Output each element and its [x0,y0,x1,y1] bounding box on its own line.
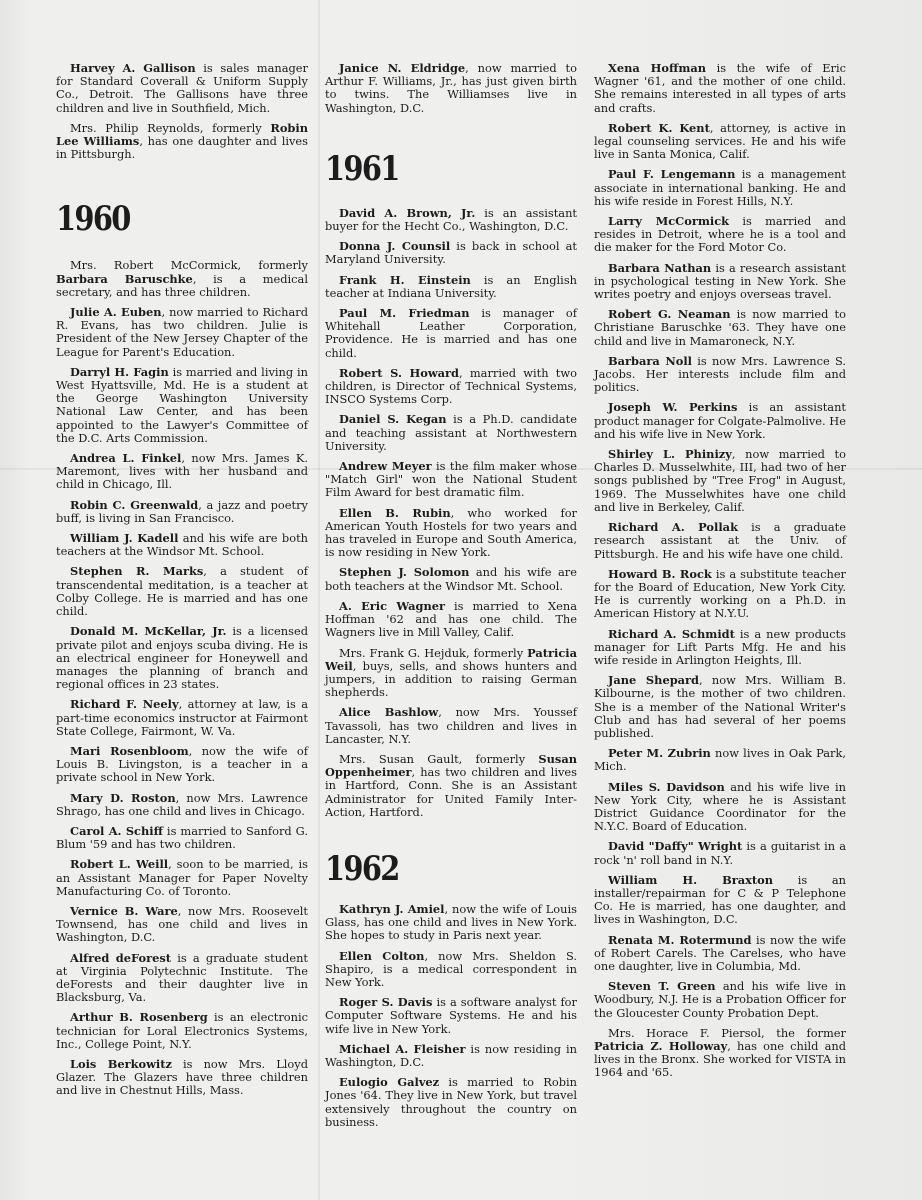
alumni-name: A. Eric Wagner [339,598,446,613]
entry-text: is the wife of Eric Wagner '61, and the mother of one child. She remains interested in all types of arts and crafts. [594,61,847,115]
entry-prefix: Mrs. Frank G. Hejduk, formerly [339,645,528,660]
alumni-entry [56,532,308,558]
alumni-entry [594,62,846,115]
entry-prefix: Mrs. Horace F. Piersol, the former [608,1025,846,1040]
alumni-entry [325,460,577,500]
entry-text: , married with two children, is Director of Technical Systems, INSCO Systems Corp. [325,365,577,407]
alumni-entry [594,401,846,441]
entry-text: is sales manager for Standard Coverall & Uniform Supply Co., Detroit. The Gallisons have three children and live in Southfield, Mich. [56,61,308,115]
alumni-entry [594,215,846,255]
alumni-name: Stephen J. Solomon [339,565,470,580]
alumni-name: Shirley L. Phinizy [608,447,732,462]
alumni-name: Peter M. Zubrin [608,746,711,761]
alumni-name: Donna J. Counsil [339,239,451,254]
alumni-name: Frank H. Einstein [339,272,471,287]
alumni-entry [594,840,846,866]
alumni-entry [325,706,577,746]
alumni-name: Jane Shepard [608,673,700,688]
alumni-entry [594,874,846,927]
entry-text: is the film maker whose "Match Girl" won the National Student Film Award for best dramatic film. [325,459,578,500]
entry-text: , attorney, is active in legal counseling services. He and his wife live in Santa Monica, Calif. [594,120,846,162]
entry-prefix: Mrs. Robert McCormick, formerly [70,258,308,273]
column-3 [594,62,846,1087]
alumni-entry [325,367,577,407]
alumni-entry [56,792,308,818]
alumni-name: Julie A. Euben [70,305,162,320]
alumni-entry [56,122,308,162]
alumni-name: Robert L. Weill [70,857,169,872]
alumni-entry [325,566,577,592]
alumni-name: Ellen Colton [339,948,425,963]
alumni-name: Joseph W. Perkins [608,400,738,415]
alumni-name: William H. Braxton [608,872,774,887]
entry-text: , attorney at law, is a part-time economics instructor at Fairmont State College, Fairmont, W. Va. [56,697,308,738]
entry-text: is an assistant buyer for the Hecht Co., Washington, D.C. [325,205,577,234]
alumni-entry [56,62,308,115]
column-2 [325,62,577,1136]
entry-text: is married and living in West Hyattsville, Md. He is a student at the George Washington University National Law Center, and has been appointed to the Lawyer's Committee of the D.C. Arts Commission. [56,364,308,445]
alumni-name: Donald M. McKellar, Jr. [70,624,227,639]
year-heading: 1961 [325,148,399,189]
alumni-name: Robert K. Kent [608,120,710,135]
entry-prefix: Mrs. Susan Gault, formerly [339,751,539,766]
alumni-name: Alfred deForest [70,950,172,965]
alumni-entry [325,950,577,990]
alumni-name: Arthur B. Rosenberg [70,1010,208,1025]
entry-text: , now married to Charles D. Musselwhite, III, had two of her songs published by "Tree Frog" in August, 1969. The Musselwhites have one child and live in Berkeley, Calif. [594,447,846,514]
entry-text: , a student of transcendental meditation, is a teacher at Colby College. He is married and has one child. [56,564,308,619]
entry-text: is married to Xena Hoffman '62 and has one child. The Wagners live in Mill Valley, Calif. [325,598,577,640]
entry-text: is an assistant product manager for Colgate-Palmolive. He and his wife live in New York. [594,400,847,441]
alumni-name: Richard F. Neely [70,697,179,712]
alumni-name: Patricia Weil [325,645,577,673]
alumni-name: Carol A. Schiff [70,823,163,838]
alumni-name: Harvey A. Gallison [70,61,196,75]
entry-text: is an English teacher at Indiana University. [325,272,577,300]
entry-text: , now the wife of Louis Glass, has one child and lives in New York. She hopes to study in Paris next year. [325,901,577,943]
entry-text: is a licensed private pilot and enjoys scuba diving. He is an electrical engineer for Honeywell and manages the planning of branch and regional offices in 23 states. [56,624,308,692]
alumni-name: Renata M. Rotermund [608,932,752,947]
alumni-entry [325,903,577,943]
alumni-entry [594,1027,846,1080]
alumni-entry [594,628,846,668]
alumni-entry [56,499,308,525]
alumni-name: William J. Kadell [70,531,179,546]
entry-text: is now Mrs. Lawrence S. Jacobs. Her interests include film and politics. [594,353,846,395]
alumni-name: Ellen B. Rubin [339,505,451,520]
alumni-name: Mary D. Roston [70,790,176,805]
alumni-entry [594,674,846,740]
alumni-name: Roger S. Davis [339,995,433,1010]
alumni-entry [594,934,846,974]
alumni-entry [56,306,308,359]
alumni-entry [56,858,308,898]
entry-text: is now Mrs. Lloyd Glazer. The Glazers have three children and live in Chestnut Hills, Mass. [56,1056,309,1098]
alumni-entry [594,448,846,514]
alumni-entry [594,262,846,302]
year-heading: 1962 [325,848,399,889]
alumni-name: Vernice B. Ware [70,903,178,918]
alumni-name: Alice Bashlow [339,705,439,720]
entry-text: is a Ph.D. candidate and teaching assistant at Northwestern University. [325,412,577,453]
alumni-name: Richard A. Schmidt [608,626,735,641]
entry-text: is married to Robin Jones '64. They live in New York, but travel extensively throughout the country on business. [325,1075,577,1129]
fold-crease-vertical [318,0,320,1200]
alumni-entry [56,905,308,945]
entry-text: , has two children and lives in Hartford, Conn. She is an Assistant Administrator for United Family Inter-Action, Hartford. [325,765,577,819]
alumni-name: Daniel S. Kegan [339,412,447,427]
alumni-name: Darryl H. Fagin [70,364,169,379]
alumni-name: Stephen R. Marks [70,564,204,579]
entry-text: , now Mrs. William B. Kilbourne, is the mother of two children. She is a member of the National Writer's Club and has had several of her poems published. [594,673,846,740]
entry-text: is now the wife of Robert Carels. The Carelses, who have one daughter, live in Columbia, Md. [594,932,846,973]
alumni-entry [325,1076,577,1129]
entry-text: is a new products manager for Lift Parts Mfg. He and his wife reside in Arlington Heights, Ill. [594,626,846,667]
alumni-entry [325,600,577,640]
entry-text: , now Mrs. Sheldon S. Shapiro, is a medical correspondent in New York. [325,948,577,989]
alumni-name: David A. Brown, Jr. [339,205,476,220]
alumni-entry [56,625,308,691]
entry-text: is married to Sanford G. Blum '59 and has two children. [56,823,308,852]
alumni-entry [594,747,846,773]
entry-text: , a jazz and poetry buff, is living in San Francisco. [56,497,308,525]
entry-text: is a graduate student at Virginia Polytechnic Institute. The deForests and their daughter live in Blacksburg, Va. [56,950,308,1005]
entry-text: , now married to Arthur F. Williams, Jr., has just given birth to twins. The Williamses live in Washington, D.C. [325,61,577,115]
alumni-name: Barbara Baruschke [56,271,193,286]
alumni-entry [325,307,577,360]
entry-text: , now Mrs. Roosevelt Townsend, has one child and lives in Washington, D.C. [56,903,308,945]
alumni-entry [56,1011,308,1051]
entry-text: , now Mrs. James K. Maremont, lives with her husband and child in Chicago, Ill. [56,451,309,492]
alumni-name: Barbara Noll [608,353,692,368]
alumni-name: Lois Berkowitz [70,1056,172,1071]
entry-text: is now residing in Washington, D.C. [325,1041,577,1069]
entry-text: is manager of Whitehall Leather Corporation, Providence. He is married and has one child. [325,306,577,360]
entry-text: now lives in Oak Park, Mich. [594,746,846,774]
alumni-name: Steven T. Green [608,979,716,994]
alumni-entry [56,698,308,738]
alumni-entry [56,1058,308,1098]
alumni-name: Andrew Meyer [339,459,432,474]
entry-text: is a management associate in international banking. He and his wife reside in Forest Hills, N.Y. [594,167,846,208]
alumni-entry [325,274,577,300]
entry-text: , has one daughter and lives in Pittsburgh. [56,134,309,162]
entry-text: is an installer/repairman for C & P Telephone Co. He is married, has one daughter, and lives in Washington, D.C. [594,872,847,927]
alumni-name: Howard B. Rock [608,566,712,581]
alumni-name: Kathryn J. Amiel [339,901,445,916]
entry-text: , now Mrs. Lawrence Shrago, has one child and lives in Chicago. [56,790,308,818]
alumni-entry [325,240,577,266]
entry-text: , now the wife of Louis B. Livingston, is a teacher in a private school in New York. [56,743,308,785]
entry-text: , has one child and lives in the Bronx. She worked for VISTA in 1964 and '65. [594,1039,846,1080]
alumni-name: Andrea L. Finkel [70,451,182,466]
alumni-entry [594,168,846,208]
entry-text: and his wife are both teachers at the Windsor Mt. School. [325,565,577,593]
alumni-name: Janice N. Eldridge [339,61,466,75]
entry-text: , is a medical secretary, and has three children. [56,271,308,299]
alumni-name: Robin C. Greenwald [70,497,199,512]
alumni-entry [594,308,846,348]
alumni-name: Paul M. Friedman [339,306,470,321]
alumni-name: Paul F. Lengemann [608,167,736,182]
alumni-entry [594,980,846,1020]
entry-text: is a guitarist in a rock 'n' roll band in N.Y. [594,839,846,867]
alumni-entry [325,1043,577,1069]
alumni-entry [594,122,846,162]
entry-text: is a graduate research assistant at the Univ. of Pittsburgh. He and his wife have one child. [594,520,846,561]
entry-text: and his wife are both teachers at the Windsor Mt. School. [56,531,308,559]
alumni-entry [325,413,577,453]
entry-text: is a substitute teacher for the Board of Education, New York City. He is currently working on a Ph.D. in American History at N.Y.U. [594,566,847,621]
alumni-name: Richard A. Pollak [608,520,738,535]
year-heading: 1960 [56,199,130,240]
column-1 [56,62,308,1105]
alumni-entry [594,568,846,621]
alumni-name: Robert S. Howard [339,365,459,380]
alumni-name: Susan Oppenheimer [325,751,577,780]
alumni-entry [325,753,577,819]
alumni-name: David "Daffy" Wright [608,839,743,854]
alumni-entry [56,452,308,492]
alumni-name: Barbara Nathan [608,260,712,275]
alumni-entry [325,996,577,1036]
alumni-entry [325,207,577,233]
entry-text: is an electronic technician for Loral Electronics Systems, Inc., College Point, N.Y. [56,1010,308,1051]
entry-text: , buys, sells, and shows hunters and jumpers, in addition to raising German shepherds. [325,658,577,700]
entry-text: , who worked for American Youth Hostels for two years and has traveled in Europe and South America, is now residing in New York. [325,505,577,560]
entry-text: is married and resides in Detroit, where he is a tool and die maker for the Ford Motor Co. [594,214,846,255]
alumni-entry [56,745,308,785]
entry-text: , now Mrs. Youssef Tavassoli, has two children and lives in Lancaster, N.Y. [325,705,578,746]
entry-text: is a research assistant in psychological testing in New York. She writes poetry and enjoys overseas travel. [594,260,846,302]
alumni-entry [56,259,308,299]
alumni-name: Xena Hoffman [608,61,707,75]
alumni-name: Larry McCormick [608,214,730,229]
alumni-name: Mari Rosenbloom [70,743,189,758]
alumni-name: Michael A. Fleisher [339,1041,466,1056]
entry-text: , now married to Richard R. Evans, has two children. Julie is President of the New Jersey Chapter of the League for Parent's Education. [56,305,309,359]
alumni-name: Eulogio Galvez [339,1075,440,1090]
alumni-entry [325,507,577,560]
alumni-name: Robert G. Neaman [608,307,731,322]
alumni-entry [56,565,308,618]
entry-text: , soon to be married, is an Assistant Manager for Paper Novelty Manufacturing Co. of Toronto. [56,857,308,898]
entry-text: and his wife live in New York City, where he is Assistant District Guidance Coordinator for the N.Y.C. Board of Education. [594,779,846,834]
alumni-entry [594,355,846,395]
alumni-entry [56,825,308,851]
alumni-name: Robin Lee Williams [56,120,308,149]
alumni-entry [594,781,846,834]
entry-text: is now married to Christiane Baruschke '63. They have one child and live in Mamaroneck, N.Y. [594,307,846,348]
entry-text: is a software analyst for Computer Software Systems. He and his wife live in New York. [325,995,577,1036]
alumni-name: Miles S. Davidson [608,779,725,794]
alumni-entry [56,366,308,445]
entry-text: is back in school at Maryland University. [325,239,577,267]
alumni-entry [325,647,577,700]
alumni-entry [56,952,308,1005]
entry-prefix: Mrs. Philip Reynolds, formerly [70,120,271,135]
entry-text: and his wife live in Woodbury, N.J. He is a Probation Officer for the Gloucester County Probation Dept. [594,979,846,1020]
alumni-name: Patricia Z. Holloway [594,1039,728,1053]
alumni-entry [594,521,846,561]
alumni-entry [325,62,577,115]
